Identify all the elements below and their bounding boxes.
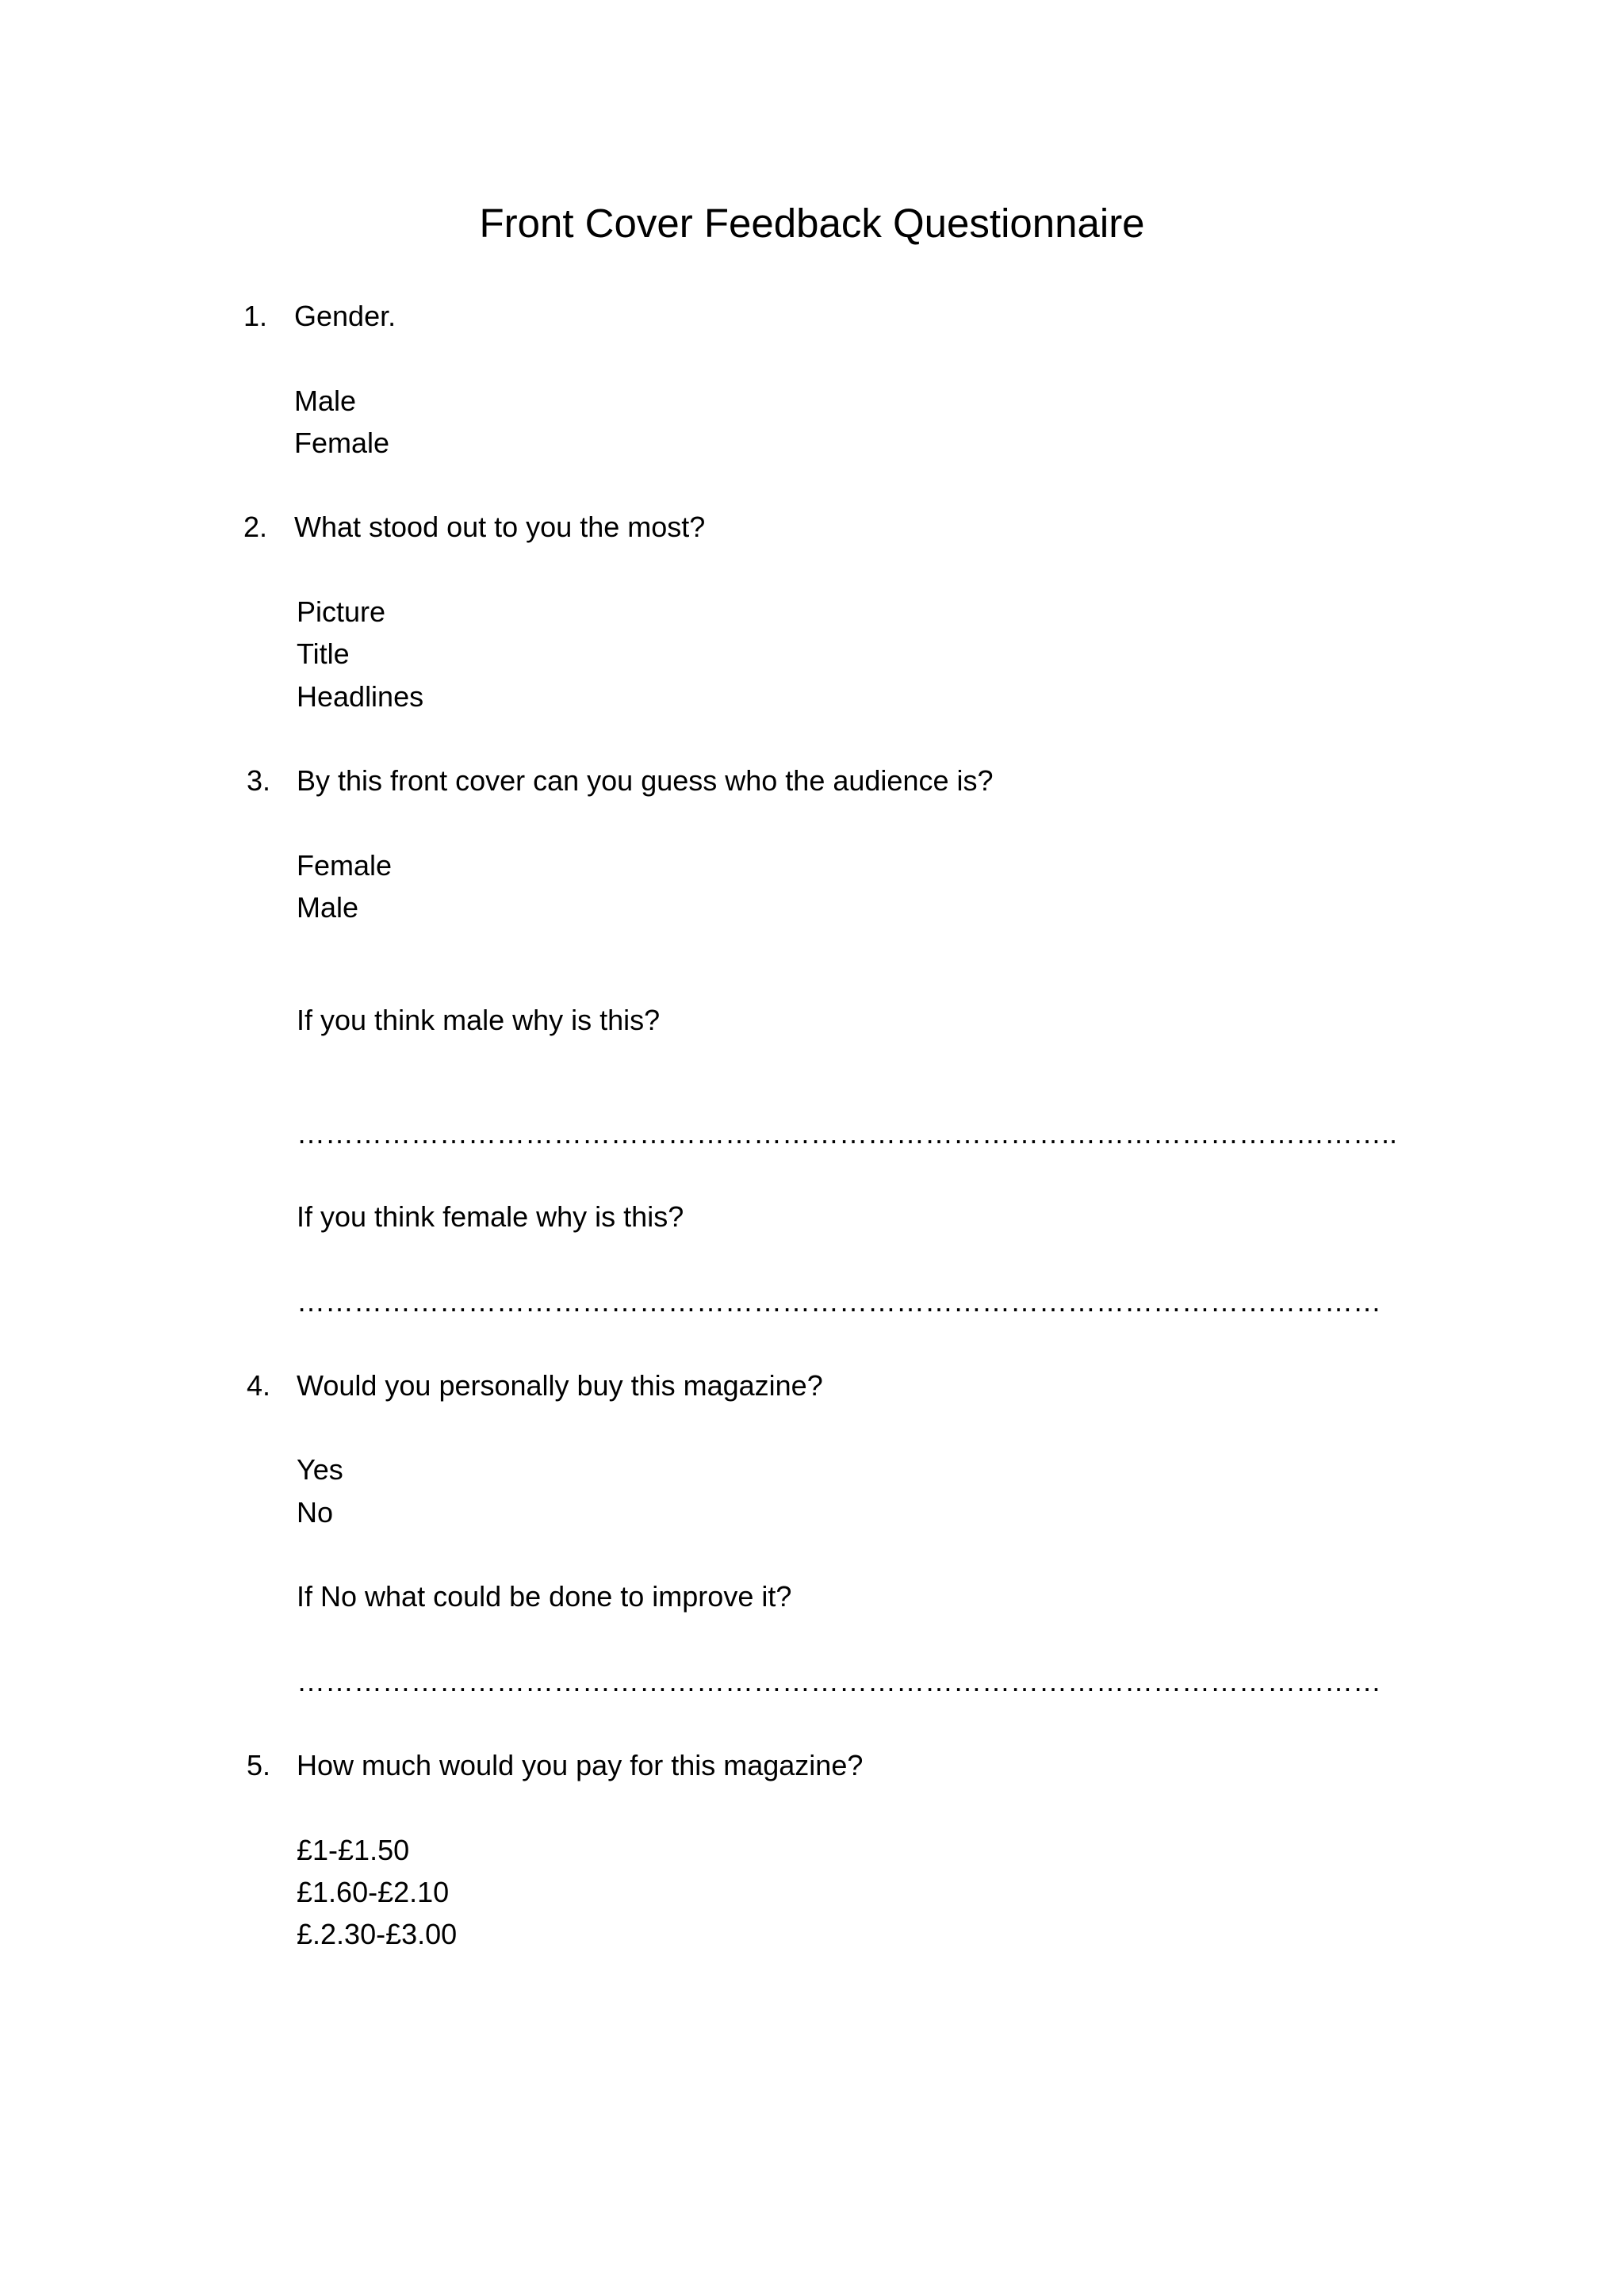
question-1-text: Gender.: [294, 300, 396, 332]
question-2-text: What stood out to you the most?: [294, 511, 706, 543]
question-3-followup-male-prompt: If you think male why is this?: [297, 1004, 661, 1036]
question-4-number: 4.: [247, 1369, 271, 1402]
question-5-text: How much would you pay for this magazine?: [297, 1749, 864, 1781]
question-5-option-price-1: £1-£1.50: [297, 1834, 410, 1866]
question-5-option-price-3: £.2.30-£3.00: [297, 1918, 458, 1950]
question-1-number: 1.: [243, 300, 268, 332]
question-1-option-female: Female: [294, 427, 390, 459]
question-5-option-price-2: £1.60-£2.10: [297, 1876, 450, 1908]
question-3-text: By this front cover can you guess who the audience is?: [297, 764, 994, 797]
question-4-followup-prompt: If No what could be done to improve it?: [297, 1580, 792, 1613]
document-title: Front Cover Feedback Questionnaire: [479, 201, 1145, 246]
question-4-followup-answer-line[interactable]: ……………………………………………………………………………………………………: [297, 1665, 1381, 1697]
question-2-option-headlines: Headlines: [297, 680, 424, 713]
question-3-followup-male-answer-line[interactable]: ……………………………………………………………………………………………………..: [297, 1117, 1398, 1150]
question-3-number: 3.: [247, 764, 271, 797]
question-3-option-male: Male: [297, 891, 359, 924]
question-3-followup-female-answer-line[interactable]: ……………………………………………………………………………………………………: [297, 1285, 1381, 1318]
question-3-followup-female-prompt: If you think female why is this?: [297, 1200, 684, 1233]
question-2-number: 2.: [243, 511, 268, 543]
question-4-text: Would you personally buy this magazine?: [297, 1369, 823, 1402]
question-4-option-no: No: [297, 1496, 334, 1529]
question-2-option-title: Title: [297, 637, 350, 670]
question-3-option-female: Female: [297, 849, 393, 882]
question-5-number: 5.: [247, 1749, 271, 1781]
question-2-option-picture: Picture: [297, 595, 386, 628]
question-1-option-male: Male: [294, 385, 357, 417]
question-4-option-yes: Yes: [297, 1453, 343, 1486]
